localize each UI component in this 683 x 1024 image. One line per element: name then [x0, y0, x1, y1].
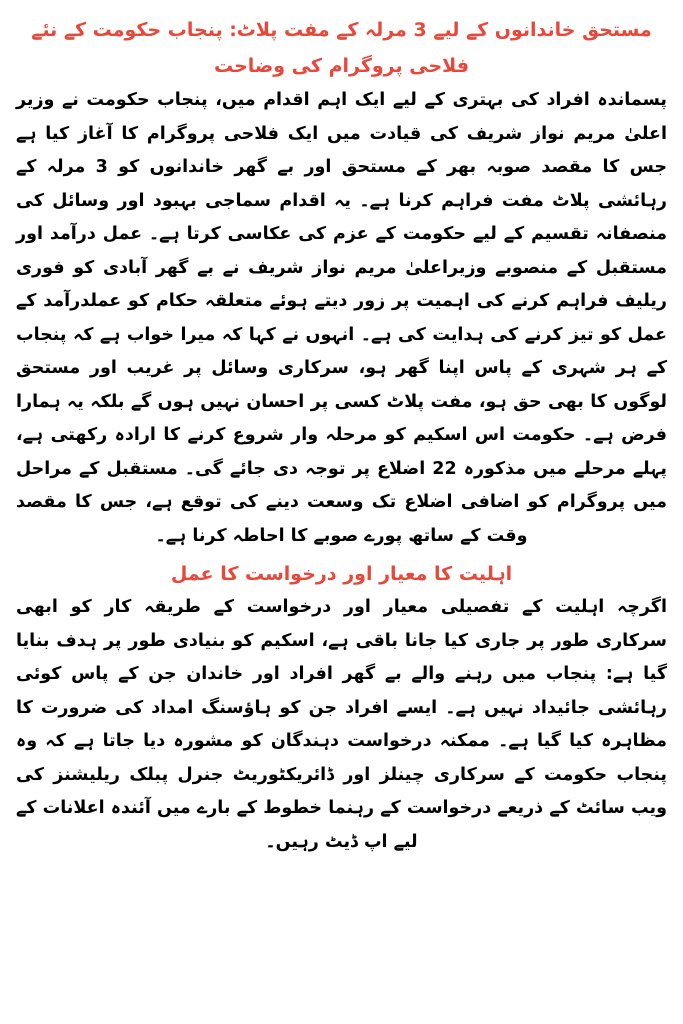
article-paragraph-eligibility: اگرچہ اہلیت کے تفصیلی معیار اور درخواست کے طریقہ کار کو ابھی سرکاری طور پر جاری کیا جانا باقی ہے، اسکیم کو بنیادی طور پر ہدف بنایا گیا ہے: پنجاب میں رہنے والے بے گھر افراد اور خاندان جن کے پاس کوئی رہائشی جائیداد نہیں ہے۔ ایسے افراد جن کو ہاؤسنگ امداد کی ضرورت کا مظاہرہ کیا گیا ہے۔ ممکنہ درخواست دہندگان کو مشورہ دیا جاتا ہے کہ وہ پنجاب حکومت کے سرکاری چینلز اور ڈائریکٹوریٹ جنرل پبلک ریلیشنز کی ویب سائٹ کے ذریعے درخواست کے رہنما خطوط کے بارے میں آئندہ اعلانات کے لیے اپ ڈیٹ رہیں۔ — [16, 597, 667, 852]
article-title: مستحق خاندانوں کے لیے 3 مرلہ کے مفت پلاٹ: پنجاب حکومت کے نئے فلاحی پروگرام کی وضاحت — [31, 19, 652, 77]
section-heading-eligibility: اہلیت کا معیار اور درخواست کا عمل — [170, 563, 513, 585]
article-paragraph-intro: پسماندہ افراد کی بہتری کے لیے ایک اہم اقدام میں، پنجاب حکومت نے وزیر اعلیٰ مریم نواز شریف کی قیادت میں ایک فلاحی پروگرام کا آغاز کیا ہے جس کا مقصد صوبہ بھر کے مستحق اور بے گھر خاندانوں کو 3 مرلہ کے رہائشی پلاٹ مفت فراہم کرنا ہے۔ یہ اقدام سماجی بہبود اور وسائل کی منصفانہ تقسیم کے لیے حکومت کے عزم کی عکاسی کرتا ہے۔ عمل درآمد اور مستقبل کے منصوبے وزیراعلیٰ مریم نواز شریف نے بے گھر آبادی کو فوری ریلیف فراہم کرنے کی اہمیت پر زور دیتے ہوئے متعلقہ حکام کو عملدرآمد کے عمل کو تیز کرنے کی ہدایت کی ہے۔ انہوں نے کہا کہ میرا خواب ہے کہ پنجاب کے ہر شہری کے پاس اپنا گھر ہو، سرکاری وسائل پر غریب اور مستحق لوگوں کا بھی حق ہو، مفت پلاٹ کسی پر احسان نہیں ہوں گے بلکہ یہ ہمارا فرض ہے۔ حکومت اس اسکیم کو مرحلہ وار شروع کرنے کا ارادہ رکھتی ہے، پہلے مرحلے میں مذکورہ 22 اضلاع پر توجہ دی جائے گی۔ مستقبل کے مراحل میں پروگرام کو اضافی اضلاع تک وسعت دینے کی توقع ہے، جس کا مقصد وقت کے ساتھ پورے صوبے کا احاطہ کرنا ہے۔ — [16, 90, 667, 546]
